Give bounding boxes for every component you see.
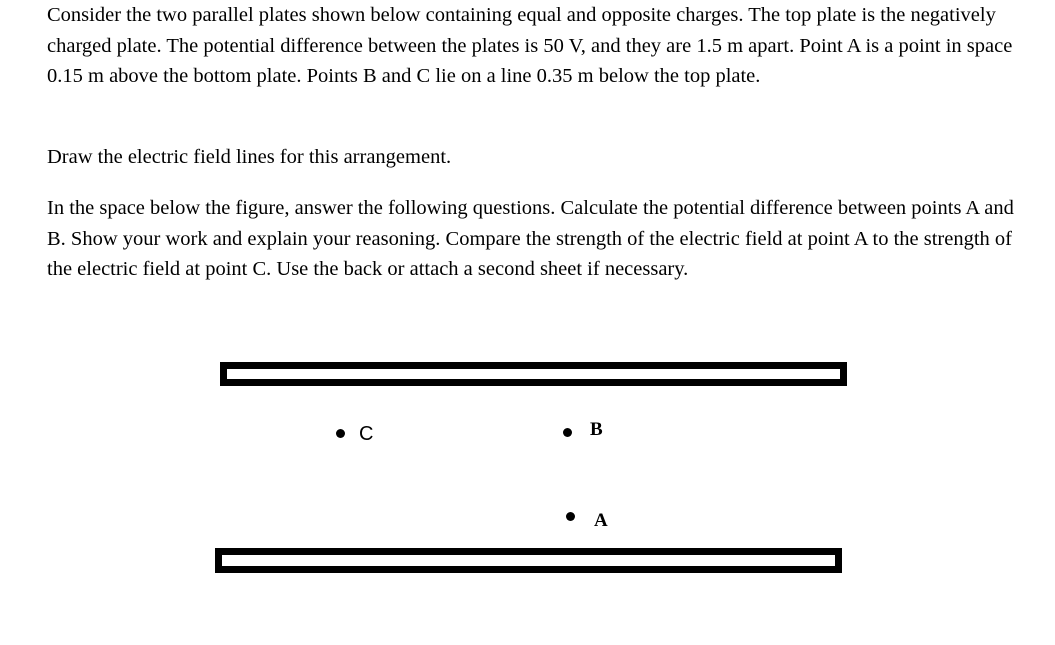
problem-paragraph-setup: Consider the two parallel plates shown below containing equal and opposite charges. The top plate is the negatively charged plate. The potential difference between the plates is 50 V, and they are 1.5 m apart. Point A is a point in space 0.15 m above the bottom plate. Points B and C lie on a line 0.35 m below the top plate. xyxy=(47,4,1013,87)
point-c-label: C xyxy=(359,423,374,445)
top-plate xyxy=(220,362,847,386)
point-b-dot xyxy=(563,428,572,437)
problem-paragraph-questions: In the space below the figure, answer the following questions. Calculate the potential difference between points A and B. Show your work and explain your reasoning. Compare the strength of the electric field at point A to the strength of the electric field at point C. Use the back or attach a second sheet if necessary. xyxy=(47,197,1014,280)
point-c-dot xyxy=(336,429,345,438)
point-a-label: A xyxy=(594,510,608,531)
bottom-plate xyxy=(215,548,842,573)
point-a-dot xyxy=(566,512,575,521)
point-b-label: B xyxy=(590,419,603,440)
problem-paragraph-instruction: Draw the electric field lines for this arrangement. xyxy=(47,146,452,168)
